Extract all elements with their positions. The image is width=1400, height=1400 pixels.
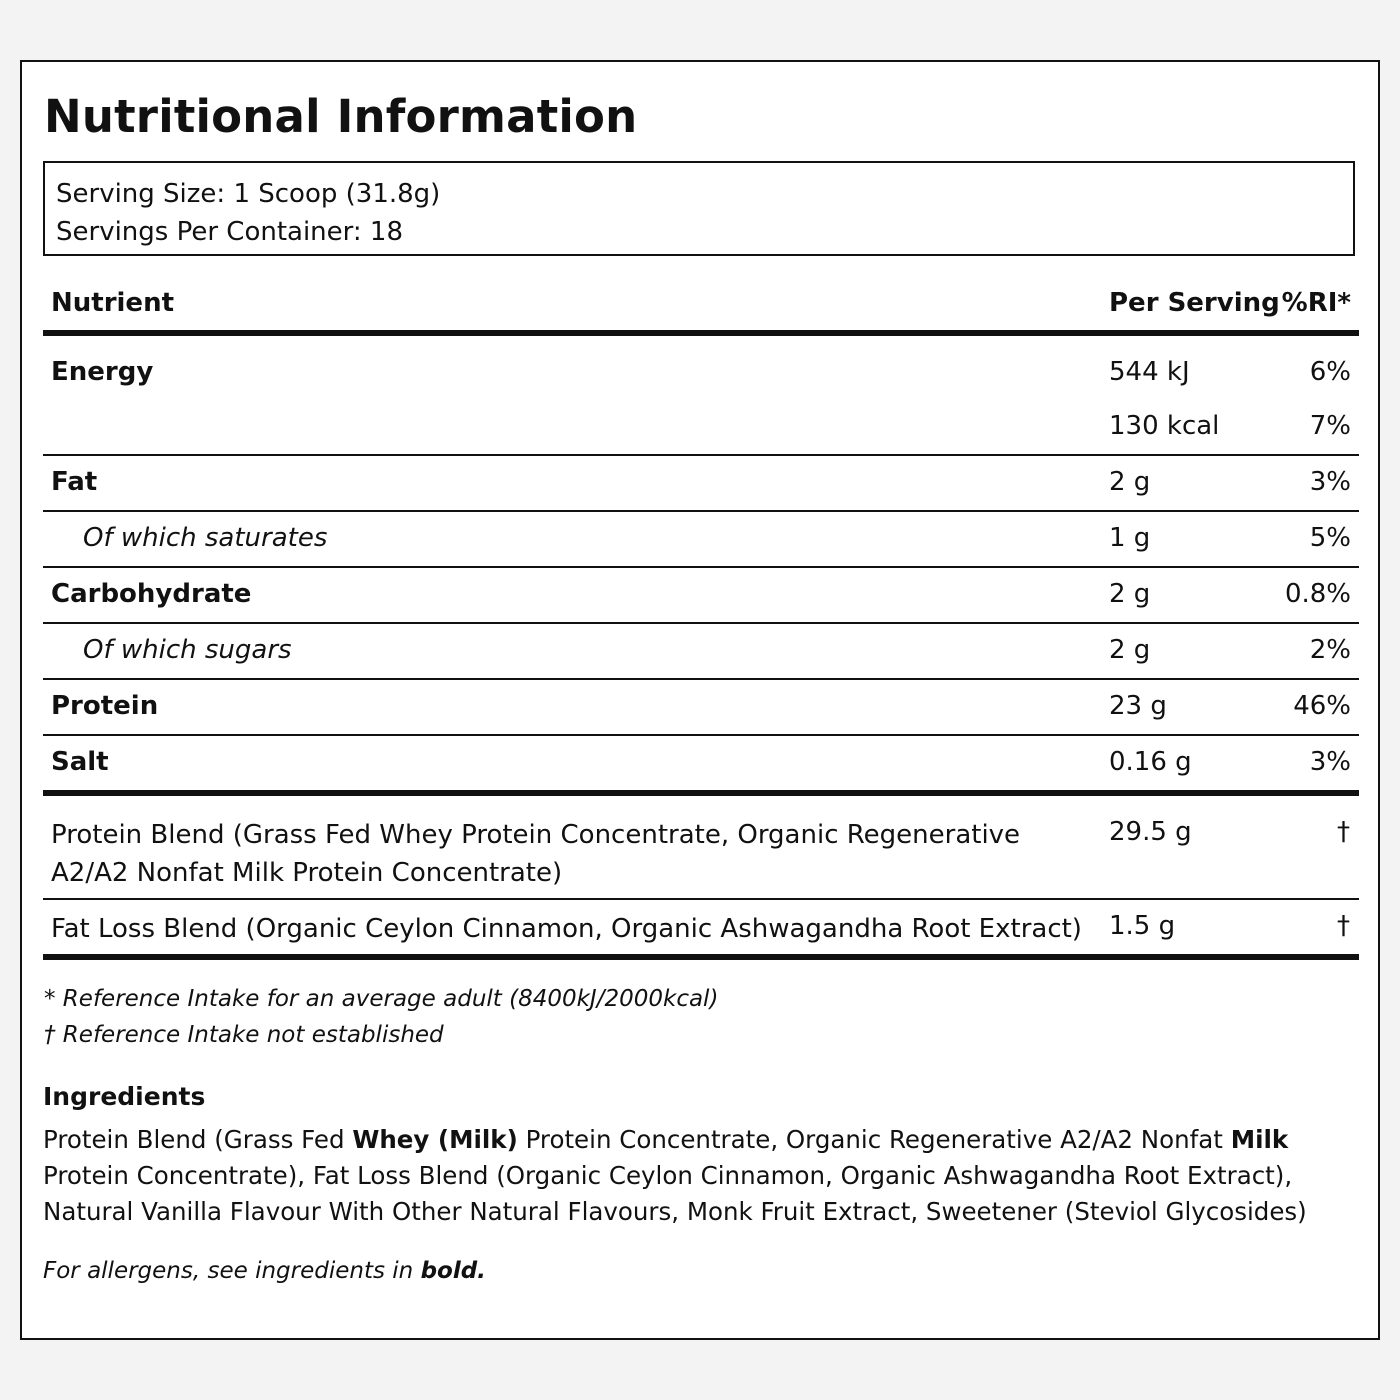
column-header-ri: %RI*: [1281, 288, 1351, 318]
nutrient-name: Energy: [51, 357, 154, 387]
allergen-note-text: For allergens, see ingredients in: [43, 1258, 421, 1284]
nutrient-name: Salt: [51, 747, 109, 777]
per-serving-value: 544 kJ: [1109, 357, 1190, 387]
ingredients-part: Protein Blend (Grass Fed: [43, 1125, 353, 1154]
per-serving-value: 23 g: [1109, 691, 1167, 721]
nutrient-name: Of which sugars: [83, 635, 292, 665]
row-divider: [43, 454, 1359, 456]
ri-value: 3%: [1309, 747, 1351, 777]
panel-title: Nutritional Information: [44, 90, 638, 143]
blend-value: 29.5 g: [1109, 817, 1192, 847]
column-header-nutrient: Nutrient: [51, 288, 175, 318]
serving-info-box: [43, 161, 1355, 256]
nutrient-name: Of which saturates: [83, 523, 328, 553]
section-divider: [43, 790, 1359, 796]
servings-per-container: Servings Per Container: 18: [56, 217, 404, 247]
serving-size: Serving Size: 1 Scoop (31.8g): [56, 179, 441, 209]
allergen-note: [43, 1258, 486, 1284]
per-serving-value: 130 kcal: [1109, 411, 1220, 441]
allergen-whey-milk: Whey (Milk): [352, 1125, 518, 1154]
ri-value: 5%: [1309, 523, 1351, 553]
ri-value: 0.8%: [1284, 579, 1351, 609]
blend-ri: †: [1337, 817, 1350, 847]
header-divider: [43, 330, 1359, 336]
ri-value: 6%: [1309, 357, 1351, 387]
per-serving-value: 1 g: [1109, 523, 1151, 553]
nutrient-name: Fat: [51, 467, 98, 497]
ri-value: 7%: [1309, 411, 1351, 441]
allergen-note-bold: bold.: [420, 1258, 486, 1284]
row-divider: [43, 898, 1359, 900]
nutrition-panel: [20, 60, 1380, 1340]
row-divider: [43, 678, 1359, 680]
ri-value: 2%: [1309, 635, 1351, 665]
per-serving-value: 0.16 g: [1109, 747, 1192, 777]
per-serving-value: 2 g: [1109, 579, 1151, 609]
ri-footnote: * Reference Intake for an average adult (8400kJ/2000kcal): [44, 986, 719, 1012]
blend-name: Fat Loss Blend (Organic Ceylon Cinnamon, Organic Ashwagandha Root Extract): [51, 914, 1082, 944]
nutrient-name: Carbohydrate: [51, 579, 252, 609]
table-bottom-rule: [43, 954, 1359, 960]
row-divider: [43, 566, 1359, 568]
per-serving-value: 2 g: [1109, 467, 1151, 497]
row-divider: [43, 734, 1359, 736]
ingredients-part: Protein Concentrate), Fat Loss Blend (Organic Ceylon Cinnamon, Organic Ashwagandha Root Extract), Natural Vanilla Flavour With Other Natural Flavours, Monk Fruit Extract, Sweetener (Steviol Glycosides): [43, 1161, 1307, 1226]
dagger-footnote: † Reference Intake not established: [44, 1022, 444, 1048]
blend-name: Protein Blend (Grass Fed Whey Protein Concentrate, Organic Regenerative A2/A2 Nonfat Milk Protein Concentrate): [51, 820, 1021, 888]
blend-value: 1.5 g: [1109, 911, 1176, 941]
ingredients-text: [43, 1122, 1359, 1230]
column-header-per-serving: Per Serving: [1109, 288, 1280, 318]
ingredients-part: Protein Concentrate, Organic Regenerative A2/A2 Nonfat: [517, 1125, 1231, 1154]
per-serving-value: 2 g: [1109, 635, 1151, 665]
ri-value: 3%: [1309, 467, 1351, 497]
ingredients-heading: Ingredients: [43, 1082, 206, 1111]
ri-value: 46%: [1293, 691, 1351, 721]
row-divider: [43, 510, 1359, 512]
nutrient-name: Protein: [51, 691, 159, 721]
row-divider: [43, 622, 1359, 624]
allergen-milk: Milk: [1230, 1125, 1289, 1154]
blend-ri: †: [1337, 911, 1350, 941]
